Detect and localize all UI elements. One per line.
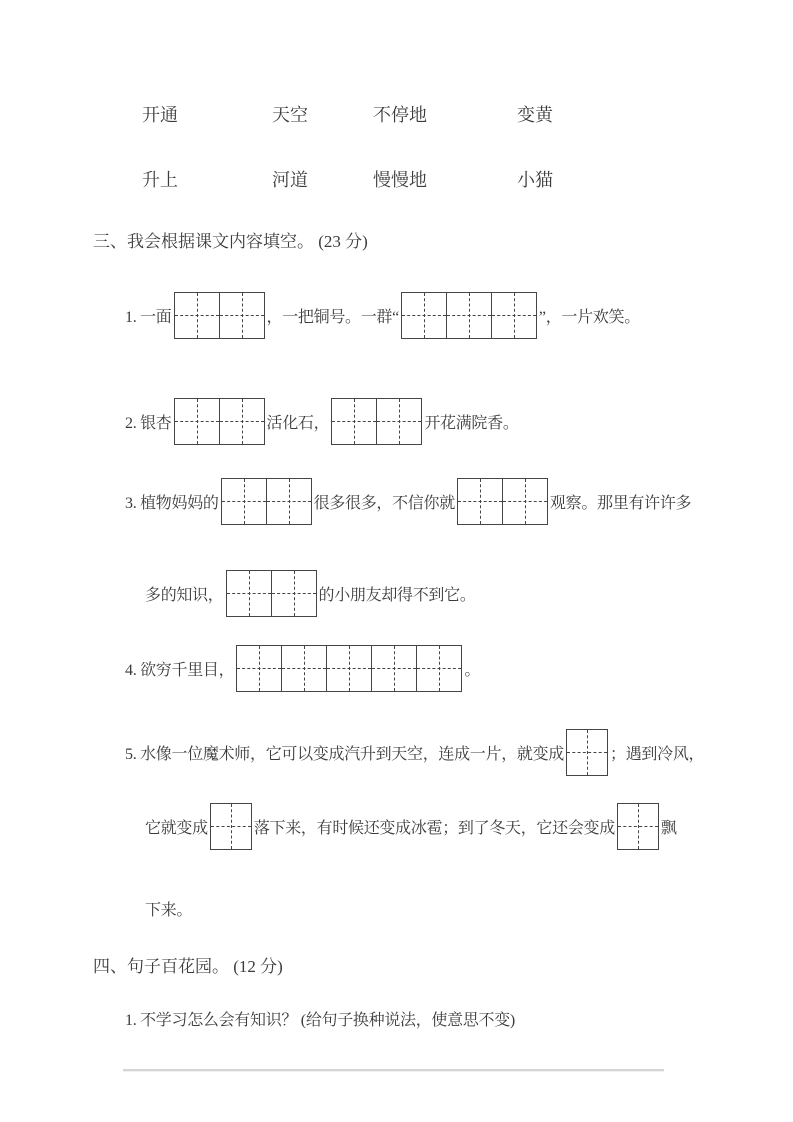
grid-cell[interactable] — [567, 730, 607, 775]
grid-cell[interactable] — [272, 571, 316, 616]
fill-text: 很多很多，不信你就 — [313, 495, 455, 512]
fill-text: 活化石， — [266, 415, 330, 432]
fill-text: 4. 欲穷千里目， — [125, 662, 235, 679]
grid-cell[interactable] — [175, 399, 220, 444]
grid-cell[interactable] — [402, 293, 447, 338]
answer-grid-2-cells[interactable] — [331, 398, 422, 445]
grid-cell[interactable] — [220, 399, 264, 444]
word-bank-word: 升上 — [142, 170, 178, 190]
fill-text: 开花满院香。 — [424, 415, 519, 432]
fill-blank-line-3b — [145, 569, 476, 617]
fill-blank-line-5c — [145, 884, 192, 932]
answer-grid-1-cells[interactable] — [210, 803, 252, 850]
fill-text: 的小朋友却得不到它。 — [318, 587, 476, 604]
answer-grid-2-cells[interactable] — [226, 570, 317, 617]
answer-grid-2-cells[interactable] — [457, 478, 548, 525]
grid-cell[interactable] — [175, 293, 220, 338]
answer-grid-1-cells[interactable] — [617, 803, 659, 850]
fill-blank-line-4 — [125, 644, 480, 692]
section-three-title: 三、我会根据课文内容填空。 (23 分) — [93, 232, 368, 251]
answer-grid-3-cells[interactable] — [401, 292, 537, 339]
grid-cell[interactable] — [377, 399, 421, 444]
grid-cell[interactable] — [267, 479, 311, 524]
fill-text: 下来。 — [145, 902, 193, 919]
section-four-item-1: 1. 不学习怎么会有知识？ (给句子换种说法，使意思不变) — [125, 1012, 515, 1029]
fill-blank-line-3a — [125, 477, 691, 525]
grid-cell[interactable] — [220, 293, 264, 338]
fill-text: 5. 水像一位魔术师，它可以变成汽升到天空，连成一片，就变成 — [125, 746, 565, 763]
grid-cell[interactable] — [503, 479, 547, 524]
fill-blank-line-2 — [125, 397, 519, 445]
section-four-title: 四、句子百花园。 (12 分) — [93, 957, 283, 976]
word-bank-word: 不停地 — [373, 105, 427, 125]
grid-cell[interactable] — [211, 804, 251, 849]
fill-text: 1. 一面 — [125, 309, 172, 326]
grid-cell[interactable] — [458, 479, 503, 524]
fill-text: 。 — [464, 662, 481, 679]
fill-text: 3. 植物妈妈的 — [125, 495, 219, 512]
answer-grid-2-cells[interactable] — [174, 292, 265, 339]
grid-cell[interactable] — [417, 646, 461, 691]
word-bank-word: 变黄 — [517, 105, 553, 125]
fill-text: 飘 — [660, 820, 677, 837]
grid-cell[interactable] — [372, 646, 417, 691]
answer-grid-2-cells[interactable] — [221, 478, 312, 525]
fill-text: ，一把铜号。一群“ — [266, 309, 399, 326]
grid-cell[interactable] — [227, 571, 272, 616]
fill-blank-line-5a — [125, 728, 704, 776]
fill-blank-line-1 — [125, 291, 640, 339]
fill-text: 多的知识， — [145, 587, 224, 604]
grid-cell[interactable] — [618, 804, 658, 849]
answer-grid-5-cells[interactable] — [236, 645, 462, 692]
grid-cell[interactable] — [492, 293, 536, 338]
fill-text: ；遇到冷风， — [610, 746, 705, 763]
grid-cell[interactable] — [237, 646, 282, 691]
word-bank-word: 小猫 — [517, 170, 553, 190]
fill-text: 观察。那里有许许多 — [549, 495, 692, 512]
fill-blank-line-5b — [145, 802, 677, 850]
answer-grid-2-cells[interactable] — [174, 398, 265, 445]
fill-text: 2. 银杏 — [125, 415, 172, 432]
page-break-divider — [123, 1069, 664, 1071]
grid-cell[interactable] — [447, 293, 492, 338]
grid-cell[interactable] — [222, 479, 267, 524]
fill-text: 它就变成 — [145, 820, 208, 837]
fill-text: ”，一片欢笑。 — [538, 309, 640, 326]
grid-cell[interactable] — [327, 646, 372, 691]
word-bank-word: 开通 — [142, 105, 178, 125]
word-bank-word: 天空 — [272, 105, 308, 125]
word-bank-word: 慢慢地 — [373, 170, 427, 190]
grid-cell[interactable] — [332, 399, 377, 444]
grid-cell[interactable] — [282, 646, 327, 691]
fill-text: 落下来，有时候还变成冰雹；到了冬天，它还会变成 — [253, 820, 615, 837]
word-bank-word: 河道 — [272, 170, 308, 190]
answer-grid-1-cells[interactable] — [566, 729, 608, 776]
